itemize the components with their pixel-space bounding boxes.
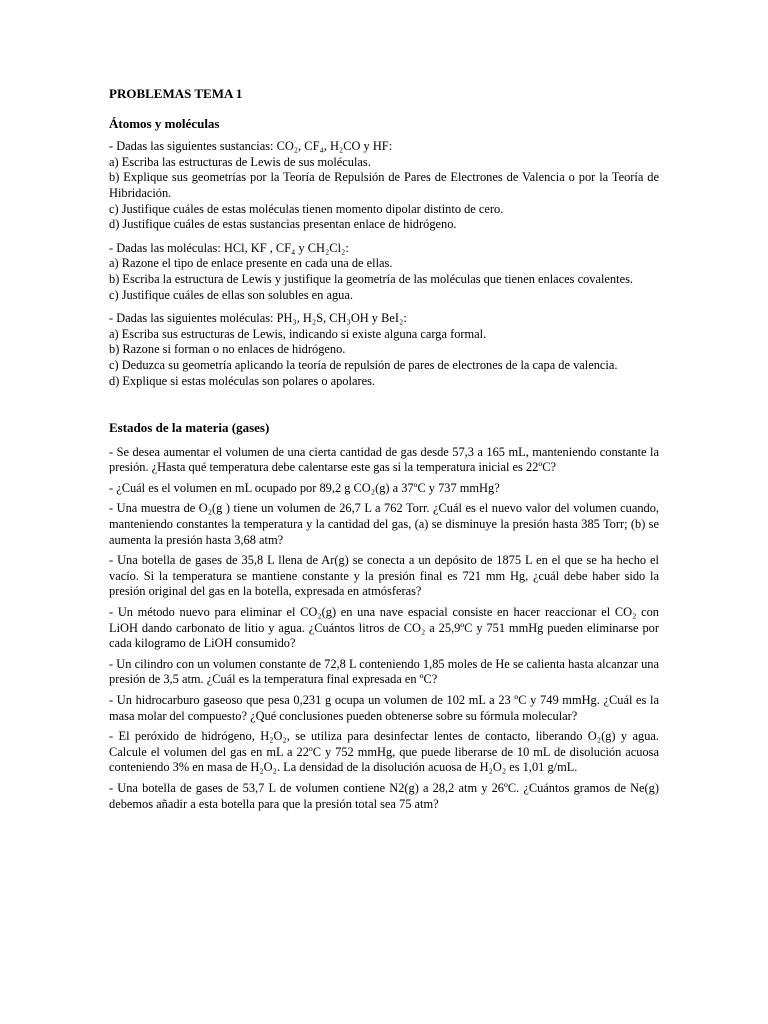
problem-line: - Dadas las moléculas: HCl, KF , CF₄ y CH₂Cl₂:	[109, 240, 349, 255]
problem-line: c) Justifique cuáles de estas moléculas tienen momento dipolar distinto de cero.	[109, 201, 504, 216]
problem-gases-1: - Se desea aumentar el volumen de una cierta cantidad de gas desde 57,3 a 165 mL, manteniendo constante la presión. ¿Hasta qué temperatura debe calentarse este gas si la temperatura inicial es 22ºC?	[109, 444, 659, 475]
problem-gases-4: - Una botella de gases de 35,8 L llena de Ar(g) se conecta a un depósito de 1875 L en el que se ha hecho el vacío. Si la temperatura se mantiene constante y la presión final es 721 mm Hg, ¿cuál debe haber sido la presión original del gas en la botella, expresada en atmósferas?	[109, 553, 659, 599]
problem-atomos-3	[109, 311, 659, 389]
problem-line: c) Justifique cuáles de ellas son solubles en agua.	[109, 287, 353, 302]
problem-gases-9: - Una botella de gases de 53,7 L de volumen contiene N2(g) a 28,2 atm y 26ºC. ¿Cuántos gramos de Ne(g) debemos añadir a esta botella para que la presión total sea 75 atm?	[109, 780, 659, 811]
problem-line: b) Explique sus geometrías por la Teoría de Repulsión de Pares de Electrones de Valencia o por la Teoría de Hibridación.	[109, 170, 659, 200]
problem-line: a) Razone el tipo de enlace presente en cada una de ellas.	[109, 256, 393, 271]
problem-line: a) Escriba las estructuras de Lewis de sus moléculas.	[109, 154, 371, 169]
problem-line: c) Deduzca su geometría aplicando la teoría de repulsión de pares de electrones de la capa de valencia.	[109, 357, 618, 372]
problem-gases-3: - Una muestra de O₂(g ) tiene un volumen de 26,7 L a 762 Torr. ¿Cuál es el nuevo valor del volumen cuando, manteniendo constantes la temperatura y la cantidad del gas, (a) se disminuye la presión hasta 385 Torr; (b) se aumenta la presión hasta 3,68 atm?	[109, 501, 659, 547]
problem-line: - Dadas las siguientes sustancias: CO₂, CF₄, H₂CO y HF:	[109, 139, 393, 154]
problem-gases-2: - ¿Cuál es el volumen en mL ocupado por 89,2 g CO₂(g) a 37ºC y 737 mmHg?	[109, 480, 500, 495]
problem-line: - Dadas las siguientes moléculas: PH₃, H₂S, CH₃OH y BeI₂:	[109, 311, 407, 326]
problem-line: a) Escriba sus estructuras de Lewis, indicando si existe alguna carga formal.	[109, 326, 487, 341]
problem-line: d) Justifique cuáles de estas sustancias presentan enlace de hidrógeno.	[109, 217, 457, 232]
section-heading-gases: Estados de la materia (gases)	[109, 420, 270, 436]
problem-line: d) Explique si estas moléculas son polares o apolares.	[109, 373, 375, 388]
problem-gases-8: - El peróxido de hidrógeno, H₂O₂, se utiliza para desinfectar lentes de contacto, liberando O₂(g) y agua. Calcule el volumen del gas en mL a 22ºC y 752 mmHg, que puede liberarse de 10 mL de disolución acuosa conteniendo 3% en masa de H₂O₂. La densidad de la disolución acuosa de H₂O₂ es 1,01 g/mL.	[109, 729, 659, 775]
document-title: PROBLEMAS TEMA 1	[109, 86, 243, 101]
problem-line: b) Escriba la estructura de Lewis y justifique la geometría de las moléculas que tienen enlaces covalentes.	[109, 271, 633, 286]
problem-gases-6: - Un cilindro con un volumen constante de 72,8 L conteniendo 1,85 moles de He se calienta hasta alcanzar una presión de 3,5 atm. ¿Cuál es la temperatura final expresada en ºC?	[109, 656, 659, 687]
problem-atomos-1	[109, 139, 659, 233]
section-heading-atomos: Átomos y moléculas	[109, 115, 220, 131]
problem-atomos-2	[109, 241, 659, 303]
problem-line: b) Razone si forman o no enlaces de hidrógeno.	[109, 342, 346, 357]
document-body	[109, 78, 659, 817]
problem-gases-5: - Un método nuevo para eliminar el CO₂(g) en una nave espacial consiste en hacer reaccionar el CO₂ con LiOH dando carbonato de litio y agua. ¿Cuántos litros de CO₂ a 25,9ºC y 751 mmHg pueden eliminarse por cada kilogramo de LiOH consumido?	[109, 605, 659, 651]
problem-gases-7: - Un hidrocarburo gaseoso que pesa 0,231 g ocupa un volumen de 102 mL a 23 ºC y 749 mmHg. ¿Cuál es la masa molar del compuesto? ¿Qué conclusiones pueden obtenerse sobre su fórmula molecular?	[109, 693, 659, 723]
